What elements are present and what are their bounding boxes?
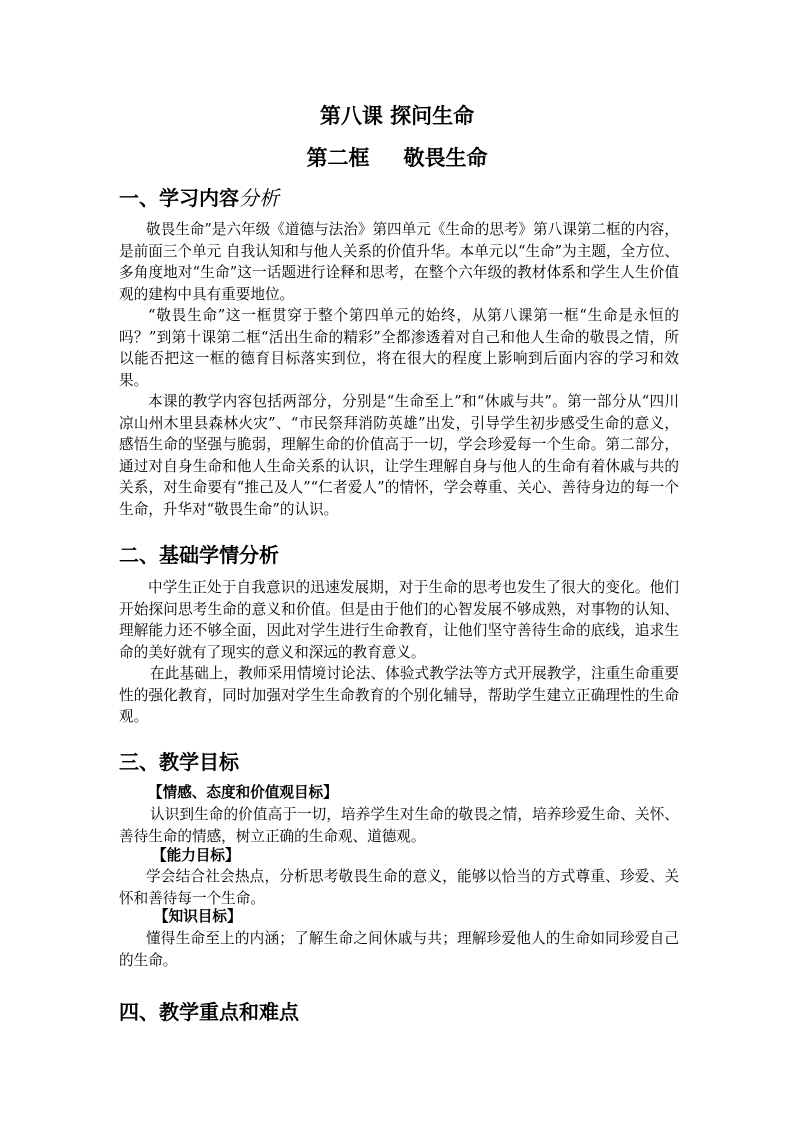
section2-paragraph-1: 中学生正处于自我意识的迅速发展期，对于生命的思考也发生了很大的变化。他们开始探问思考生命的意义和价值。但是由于他们的心智发展不够成熟，对事物的认知、理解能力还不够全面，因此对学生进行生命教育，让他们坚守善待生命的底线，追求生命的美好就有了现实的意义和深远的教育意义。 bbox=[119, 579, 679, 661]
goal-knowledge-label: 【知识目标】 bbox=[154, 908, 242, 925]
subtitle-part2: 敬畏生命 bbox=[403, 146, 488, 170]
goal-ability-label: 【能力目标】 bbox=[152, 847, 240, 864]
section1-body bbox=[119, 219, 679, 520]
goal-knowledge-text: 懂得生命至上的内涵；了解生命之间休戚与共；理解珍爱他人的生命如同珍爱自己的生命。 bbox=[119, 930, 679, 969]
section1-paragraph-2: “敬畏生命”这一框贯穿于整个第四单元的始终，从第八课第一框“生命是永恒的吗？”到第十课第二框“活出生命的精彩”全都渗透着对自己和他人生命的敬畏之情，所以能否把这一框的德育目标落实到位，将在很大的程度上影响到后面内容的学习和效果。 bbox=[119, 307, 679, 389]
section2-paragraph-2: 在此基础上，教师采用情境讨论法、体验式教学法等方式开展教学，注重生命重要性的强化教育，同时加强对学生生命教育的个别化辅导，帮助学生建立正确理性的生命观。 bbox=[119, 665, 679, 725]
goal-ability-text-block bbox=[119, 866, 679, 909]
section1-heading: 一、学习内容分析 bbox=[119, 186, 279, 210]
section2-heading: 二、基础学情分析 bbox=[119, 543, 279, 567]
goal-emotion-text-block bbox=[119, 804, 679, 847]
lesson-subtitle bbox=[0, 146, 794, 170]
section3-heading: 三、教学目标 bbox=[119, 750, 239, 774]
goal-ability-text: 学会结合社会热点，分析思考敬畏生命的意义，能够以恰当的方式尊重、珍爱、关怀和善待每一个生命。 bbox=[119, 868, 679, 907]
lesson-title: 第八课 探问生命 bbox=[319, 104, 475, 128]
goal-knowledge-text-block bbox=[119, 928, 679, 971]
section1-paragraph-3: 本课的教学内容包括两部分，分别是“生命至上”和“休戚与共”。第一部分从“四川凉山州木里县森林火灾”、“市民祭拜消防英雄”出发，引导学生初步感受生命的意义，感悟生命的坚强与脆弱，理解生命的价值高于一切，学会珍爱每一个生命。第二部分，通过对自身生命和他人生命关系的认识，让学生理解自身与他人的生命有着休戚与共的关系，对生命要有“推己及人”“仁者爱人”的情怀，学会尊重、关心、善待身边的每一个生命，升华对“敬畏生命”的认识。 bbox=[119, 393, 679, 518]
goal-emotion-text: 认识到生命的价值高于一切，培养学生对生命的敬畏之情，培养珍爱生命、关怀、善待生命的情感，树立正确的生命观、道德观。 bbox=[119, 806, 679, 845]
section2-body bbox=[119, 577, 679, 728]
section1-paragraph-1: 敬畏生命”是六年级《道德与法治》第四单元《生命的思考》第八课第二框的内容，是前面三个单元 自我认知和与他人关系的价值升华。本单元以“生命”为主题，全方位、多角度地对“生命”这一话题进行诠释和思考，在整个六年级的教材体系和学生人生价值观的建构中具有重要地位。 bbox=[119, 221, 679, 303]
subtitle-part1: 第二框 bbox=[306, 146, 370, 170]
section4-heading: 四、教学重点和难点 bbox=[119, 1000, 299, 1024]
goal-emotion-label: 【情感、态度和价值观目标】 bbox=[148, 784, 338, 801]
